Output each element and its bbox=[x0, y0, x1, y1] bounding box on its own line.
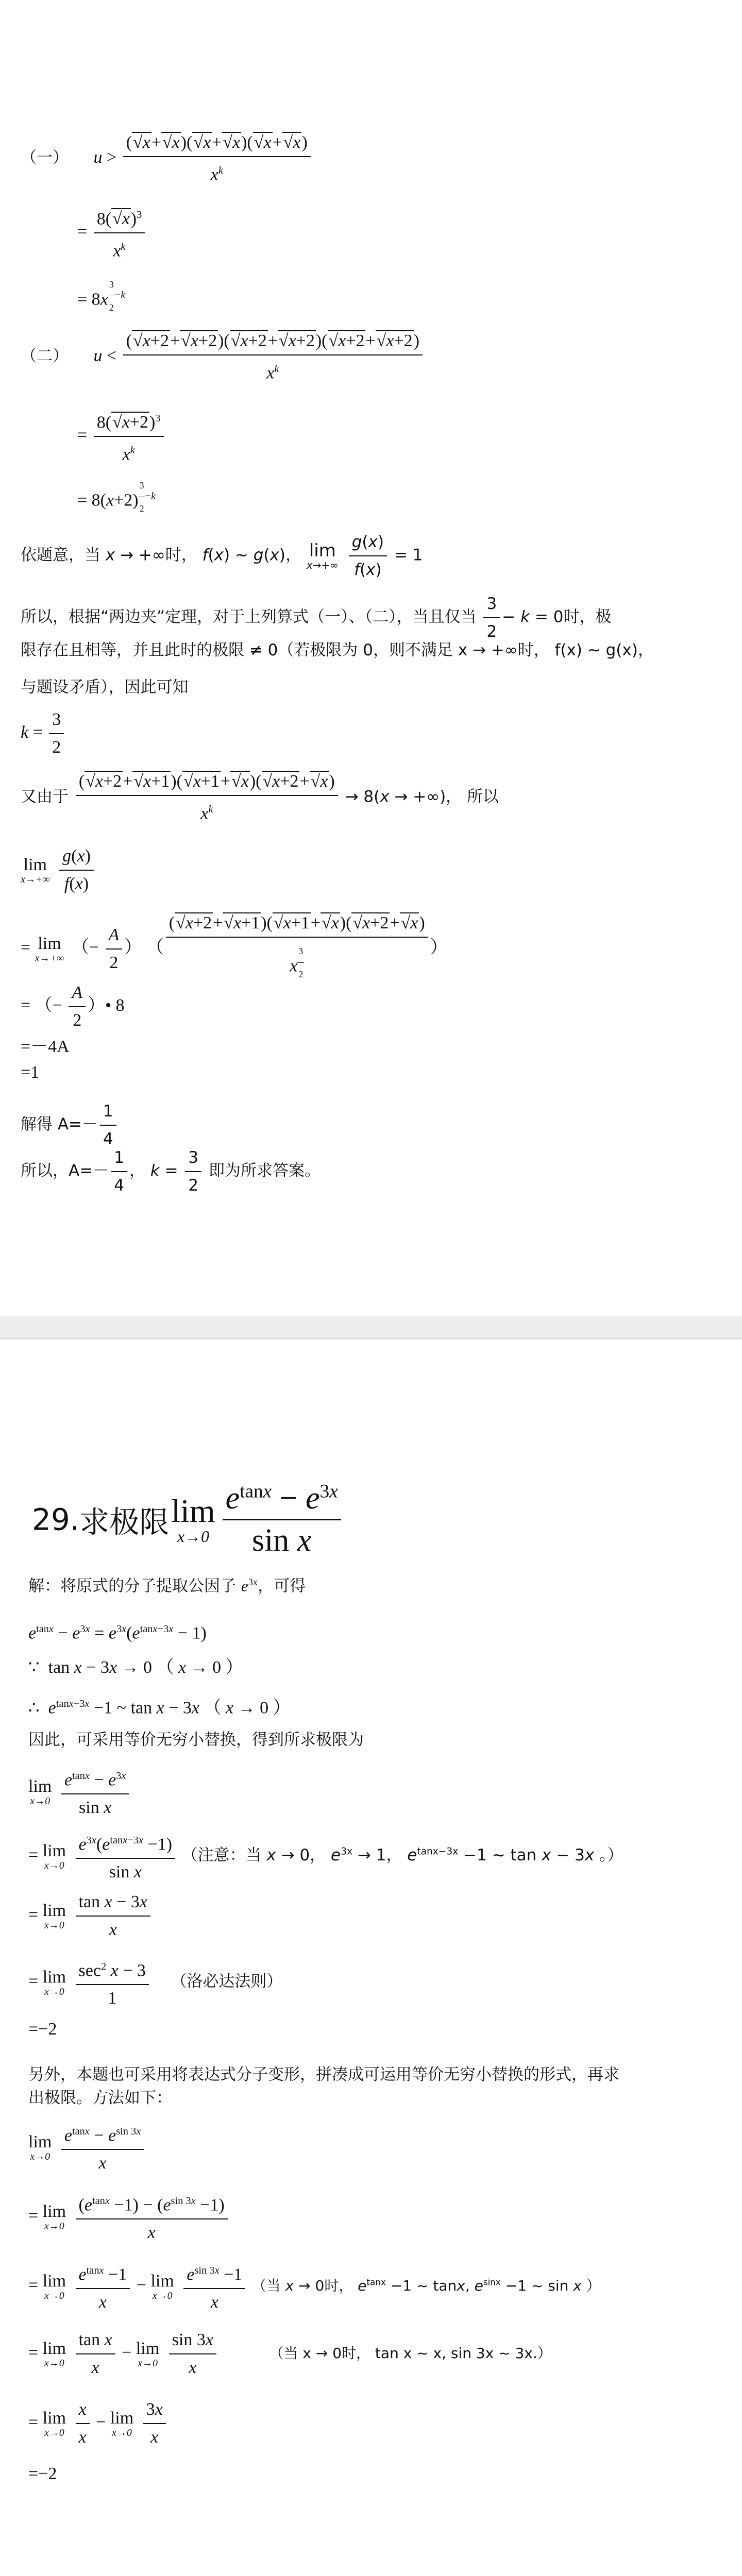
alt-step-3: = lim x→0 $\frac{e^{tanx} -1}{x}$ − lim x→0 $\frac{e^{sin 3x} -1}{x}$ （当 x → 0时， $e^{tanx} -1$ ~ tanx, $e^{sinx} -1$ ~ sin x ） bbox=[28, 2259, 601, 2314]
eq-upper-2: = $\frac{8(√x)^3}{x^k}$ bbox=[77, 204, 147, 263]
lim-step-4: = lim x→0 $\frac{\sec^2 x - 3}{1}$ （洛必达法则） bbox=[28, 1955, 282, 2010]
therefore-line: ∴ $e^{tanx-3x} -1$ ~ tan x − 3x （ x → 0 ） bbox=[28, 1698, 291, 1718]
alt-step-4: = lim x→0 $\frac{\text{tan x}}{x}$ − lim x→0 $\frac{\sin 3x}{x}$ （当 x → 0时， tan x ~ x, sin 3x ~ 3x.） bbox=[28, 2329, 552, 2379]
squeeze-text-2: 限存在且相等，并且此时的极限 ≠ 0（若极限为 0，则不满足 x → +∞时， f(x) ~ g(x)， bbox=[21, 641, 654, 659]
page-top-border bbox=[0, 1337, 742, 1340]
page-gap bbox=[0, 1316, 742, 1337]
k-value: k = $\frac{3}{2}$ bbox=[21, 708, 66, 759]
sol-intro: 解：将原式的分子提取公因子 $e^{3x}$，可得 bbox=[28, 1577, 306, 1596]
alt-step-6: =−2 bbox=[28, 2464, 57, 2483]
lim-step-1: lim x→0 $\frac{e^{tanx} - e^{3x}}{\text{sin x}}$ bbox=[28, 1765, 131, 1819]
squeeze-text-1: 所以，根据“两边夹”定理，对于上列算式（一）、（二），当且仅当 $\frac{3}{2}$ − k = 0时，极 bbox=[21, 592, 611, 643]
eval-3: = （− $\frac{A}{2}$ ）• 8 bbox=[21, 981, 125, 1032]
factor-eq: $e^{tanx} - e^{3x} = e^{3x}(e^{tanx-3x} - 1)$ bbox=[28, 1623, 207, 1643]
final-answer: 所以，A=－ $\frac{1}{4}$ ， k = $\frac{3}{2}$ 即为所求答案。 bbox=[21, 1146, 321, 1197]
eq-lower-3: = 8(x+2) $^{\frac{3}{2} -k}$ bbox=[77, 474, 156, 520]
alt-text-1: 另外，本题也可采用将表达式分子变形，拼凑成可运用等价无穷小替换的形式，再求 bbox=[28, 2065, 619, 2084]
squeeze-text-3: 与题设矛盾），因此可知 bbox=[21, 678, 189, 697]
eq-lower-2: = $\frac{8(√x+2)^3}{x^k}$ bbox=[77, 407, 166, 466]
because-line: ∵ tan x − 3x → 0 （ x → 0 ） bbox=[28, 1658, 243, 1677]
limit-8-text: 又由于 $\frac{(√x+2+√x+1)(√x+1+√x)(√x+2+√x)}{x^k}$ → 8(x → +∞)， 所以 bbox=[21, 770, 499, 825]
eval-1: lim x→+∞ $\frac{g(x)}{f(x)}$ bbox=[21, 845, 96, 895]
eval-4: =－4A bbox=[21, 1037, 70, 1056]
eq-upper-1: （一） u > $\frac{(√x+√x)(√x+√x)(√x+√x)}{x^k}$ bbox=[21, 131, 313, 186]
alt-step-2: = lim x→0 $\frac{(e^{tanx} -1) - (e^{sin 3x} -1)}{x}$ bbox=[28, 2190, 230, 2244]
eval-2: = lim x→+∞ （− $\frac{A}{2}$ ） （ (√x+2+√x+1)(√x+1+√x)(√x+2+√x) x $^{\frac{3}{2}}$ ） bbox=[21, 912, 448, 986]
alt-text-2: 出极限。方法如下： bbox=[28, 2089, 172, 2107]
problem-title: 29.求极限 lim x→0 $\frac{e^{tanx} - e^{3x}}{\text{sin x}}$ bbox=[32, 1480, 343, 1559]
eval-5: =1 bbox=[21, 1063, 40, 1082]
lim-step-2: = lim x→0 $\frac{e^{3x}(e^{tanx-3x} -1)}{\text{sin x}}$ （注意：当 x → 0， $e^{3x} \to 1$， $e^{tanx-3x} -1$ ~ tan x − 3x 。） bbox=[28, 1829, 623, 1884]
lim-step-3: = lim x→0 $\frac{\text{tan x − 3x}}{x}$ bbox=[28, 1891, 153, 1941]
alt-step-5: = lim x→0 $\frac{x}{x}$ − lim x→0 $\frac{3x}{x}$ bbox=[28, 2398, 168, 2449]
condition-text: 依题意，当 x → +∞时， f(x) ~ g(x)， lim x→+∞ $\frac{g(x)}{f(x)}$ = 1 bbox=[21, 531, 423, 581]
alt-step-1: lim x→0 $\frac{e^{tanx} - e^{sin 3x}}{x}$ bbox=[28, 2120, 146, 2175]
eq-lower-1: （二） u < $\frac{(√x+2+√x+2)(√x+2+√x+2)(√x+2+√x+2)}{x^k}$ bbox=[21, 330, 425, 384]
solve-a: 解得 A=－ $\frac{1}{4}$ bbox=[21, 1100, 119, 1150]
substitution-text: 因此，可采用等价无穷小替换，得到所求极限为 bbox=[28, 1731, 364, 1749]
lim-step-5: =−2 bbox=[28, 2020, 57, 2039]
page-2 bbox=[0, 1337, 742, 2576]
eq-upper-3: = 8x $^{\frac{3}{2} -k}$ bbox=[77, 273, 125, 319]
